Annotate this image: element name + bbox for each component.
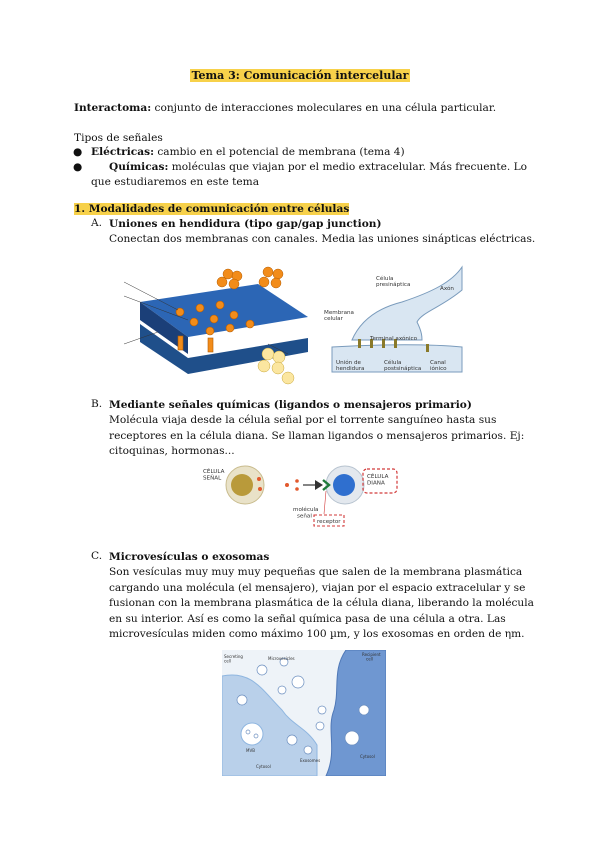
exosome-figure (222, 650, 386, 776)
section-c-letter: C. (91, 550, 103, 562)
label-celula-senal: CÉLULA SEÑAL (203, 469, 225, 482)
label-union-hendidura: Unión de hendidura (336, 360, 365, 372)
label-terminal-axonico: Terminal axónico (370, 336, 418, 342)
label-celula-presinaptica: Célula presináptica (376, 276, 411, 288)
section-a-letter: A. (91, 217, 103, 229)
section-a-title: Uniones en hendidura (tipo gap/gap junction) (109, 218, 382, 230)
label-molecula-senal: molécula señal (293, 507, 319, 520)
section1-heading: 1. Modalidades de comunicación entre células (74, 203, 350, 215)
target-cell-nucleus (333, 474, 355, 496)
label-axon: Axón (440, 286, 454, 292)
label-canal-ionico: Canal iónico (430, 360, 447, 372)
electrical-synapse-figure (322, 262, 470, 374)
chemical-signal-figure (199, 459, 403, 529)
label-cytosol-left: Cytosol (256, 764, 271, 769)
section-b-letter: B. (91, 398, 103, 410)
label-exosomes: Exosomes (300, 758, 321, 763)
label-mvb: MVB (246, 748, 255, 753)
page-title: Tema 3: Comunicación intercelular (191, 69, 409, 82)
section-c-body: Son vesículas muy muy muy pequeñas que salen de la membrana plasmática cargando una molécula (el mensajero), viajan por el espacio extracelular y se fusionan con la membrana plasmática de la célula diana, liberando la molécula en su interior. Así es como la señal química pasa de una célula a otra. Las microvesículas miden como máximo 100 µm, y los exosomas en orden de ηm. (109, 566, 534, 640)
gap-junction-figure (118, 262, 314, 386)
section-b-title: Mediante señales químicas (ligandos o mensajeros primario) (109, 399, 472, 411)
label-receptor: receptor (317, 519, 341, 525)
connexon-flower-1 (217, 269, 242, 289)
interactoma-paragraph: Interactoma: conjunto de interacciones moleculares en una célula particular. (74, 102, 497, 114)
mvb (241, 723, 263, 745)
label-celula-postsinaptica: Célula postsináptica (384, 360, 422, 372)
tipos-item-electricas: ● Eléctricas: cambio en el potencial de membrana (tema 4) (73, 146, 405, 158)
section-b-body: Molécula viaja desde la célula señal por el torrente sanguíneo hasta sus receptores en la célula diana. Se llaman ligandos o mensajeros primarios. Ej: citoquinas, hormonas... (109, 414, 525, 457)
label-cytosol-right: Cytosol (360, 754, 375, 759)
tipos-item-quimicas: ● Químicas: moléculas que viajan por el medio extracelular. Más frecuente. Lo que estudiaremos en este tema (73, 161, 528, 188)
label-microvesicles: Microvesicles (268, 656, 295, 661)
presynaptic-terminal (352, 267, 462, 340)
tipos-heading: Tipos de señales (74, 132, 163, 144)
label-celula-diana: CÉLULA DIANA (367, 474, 389, 487)
signal-cell-nucleus (231, 474, 253, 496)
label-secreting-cell: Secreting cell (224, 654, 243, 664)
section-c-title: Microvesículas o exosomas (109, 551, 270, 563)
label-recipient-cell: Recipient cell (362, 652, 381, 662)
section-a-body: Conectan dos membranas con canales. Media las uniones sinápticas eléctricas. (109, 233, 536, 245)
label-membrana-celular: Membrana celular (324, 310, 354, 322)
signal-molecule (285, 483, 289, 487)
connexon-flower-2 (259, 267, 283, 288)
